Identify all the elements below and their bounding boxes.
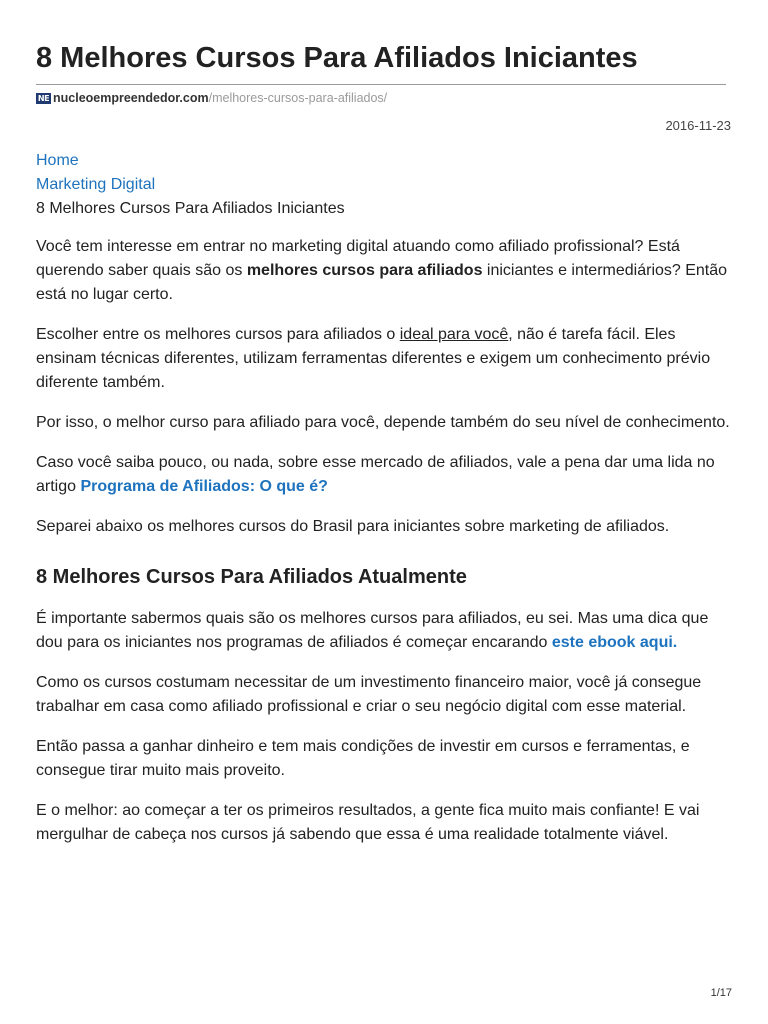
paragraph-ebook xyxy=(36,607,732,655)
breadcrumb-home-link[interactable]: Home xyxy=(36,152,79,169)
source-line xyxy=(36,90,732,106)
paragraph-intro xyxy=(36,235,732,307)
page-number: 1/17 xyxy=(710,987,732,999)
text-span: Você tem interesse em entrar no marketing digital atuando como afiliado profissional? Está querendo saber quais são os xyxy=(36,238,680,279)
text-span: , não é tarefa fácil. Eles ensinam técnicas diferentes, utilizam ferramentas diferentes e exigem um conhecimento prévio diferente também. xyxy=(36,326,711,391)
ebook-link[interactable]: este ebook aqui. xyxy=(551,634,678,651)
paragraph-choosing xyxy=(36,323,732,395)
paragraph-level: Por isso, o melhor curso para afiliado para você, depende também do seu nível de conhecimento. xyxy=(36,414,730,431)
article-link[interactable]: Programa de Afiliados: O que é? xyxy=(80,478,328,495)
bold-phrase: melhores cursos para afiliados xyxy=(246,262,483,279)
paragraph-article-ref xyxy=(36,451,732,499)
paragraph-results: E o melhor: ao começar a ter os primeiros resultados, a gente fica muito mais confiante! E vai mergulhar de cabeça nos cursos já sabendo que essa é uma realidade totalmente viável. xyxy=(36,802,700,843)
publish-date: 2016-11-23 xyxy=(665,118,731,133)
breadcrumb-current: 8 Melhores Cursos Para Afiliados Iniciantes xyxy=(36,200,345,217)
paragraph-investment: Como os cursos costumam necessitar de um investimento financeiro maior, você já consegue trabalhar em casa como afiliado profissional e criar o seu negócio digital com esse material. xyxy=(36,674,702,715)
breadcrumb-category-link[interactable]: Marketing Digital xyxy=(36,176,156,193)
source-path[interactable]: /melhores-cursos-para-afiliados/ xyxy=(208,91,388,105)
paragraph-earnings: Então passa a ganhar dinheiro e tem mais condições de investir em cursos e ferramentas, e consegue tirar muito mais proveito. xyxy=(36,738,690,779)
text-span: Escolher entre os melhores cursos para afiliados o xyxy=(36,326,400,343)
text-span: Caso você saiba pouco, ou nada, sobre esse mercado de afiliados, vale a pena dar uma lida no artigo xyxy=(36,454,715,495)
title-divider xyxy=(36,84,726,85)
site-logo-icon: NE xyxy=(37,93,50,103)
section-heading: 8 Melhores Cursos Para Afiliados Atualmente xyxy=(36,566,467,588)
document-page xyxy=(36,0,732,847)
page-title: 8 Melhores Cursos Para Afiliados Iniciantes xyxy=(36,42,638,74)
text-span: iniciantes e intermediários? Então está no lugar certo. xyxy=(36,262,728,303)
text-span: É importante sabermos quais são os melhores cursos para afiliados, eu sei. Mas uma dica que dou para os iniciantes nos programas de afiliados é começar encarando xyxy=(36,610,709,651)
paragraph-list-intro: Separei abaixo os melhores cursos do Brasil para iniciantes sobre marketing de afiliados. xyxy=(36,518,670,535)
breadcrumb xyxy=(36,149,732,221)
underlined-phrase: ideal para você xyxy=(399,326,509,343)
source-domain[interactable]: nucleoempreendedor.com xyxy=(53,91,209,105)
